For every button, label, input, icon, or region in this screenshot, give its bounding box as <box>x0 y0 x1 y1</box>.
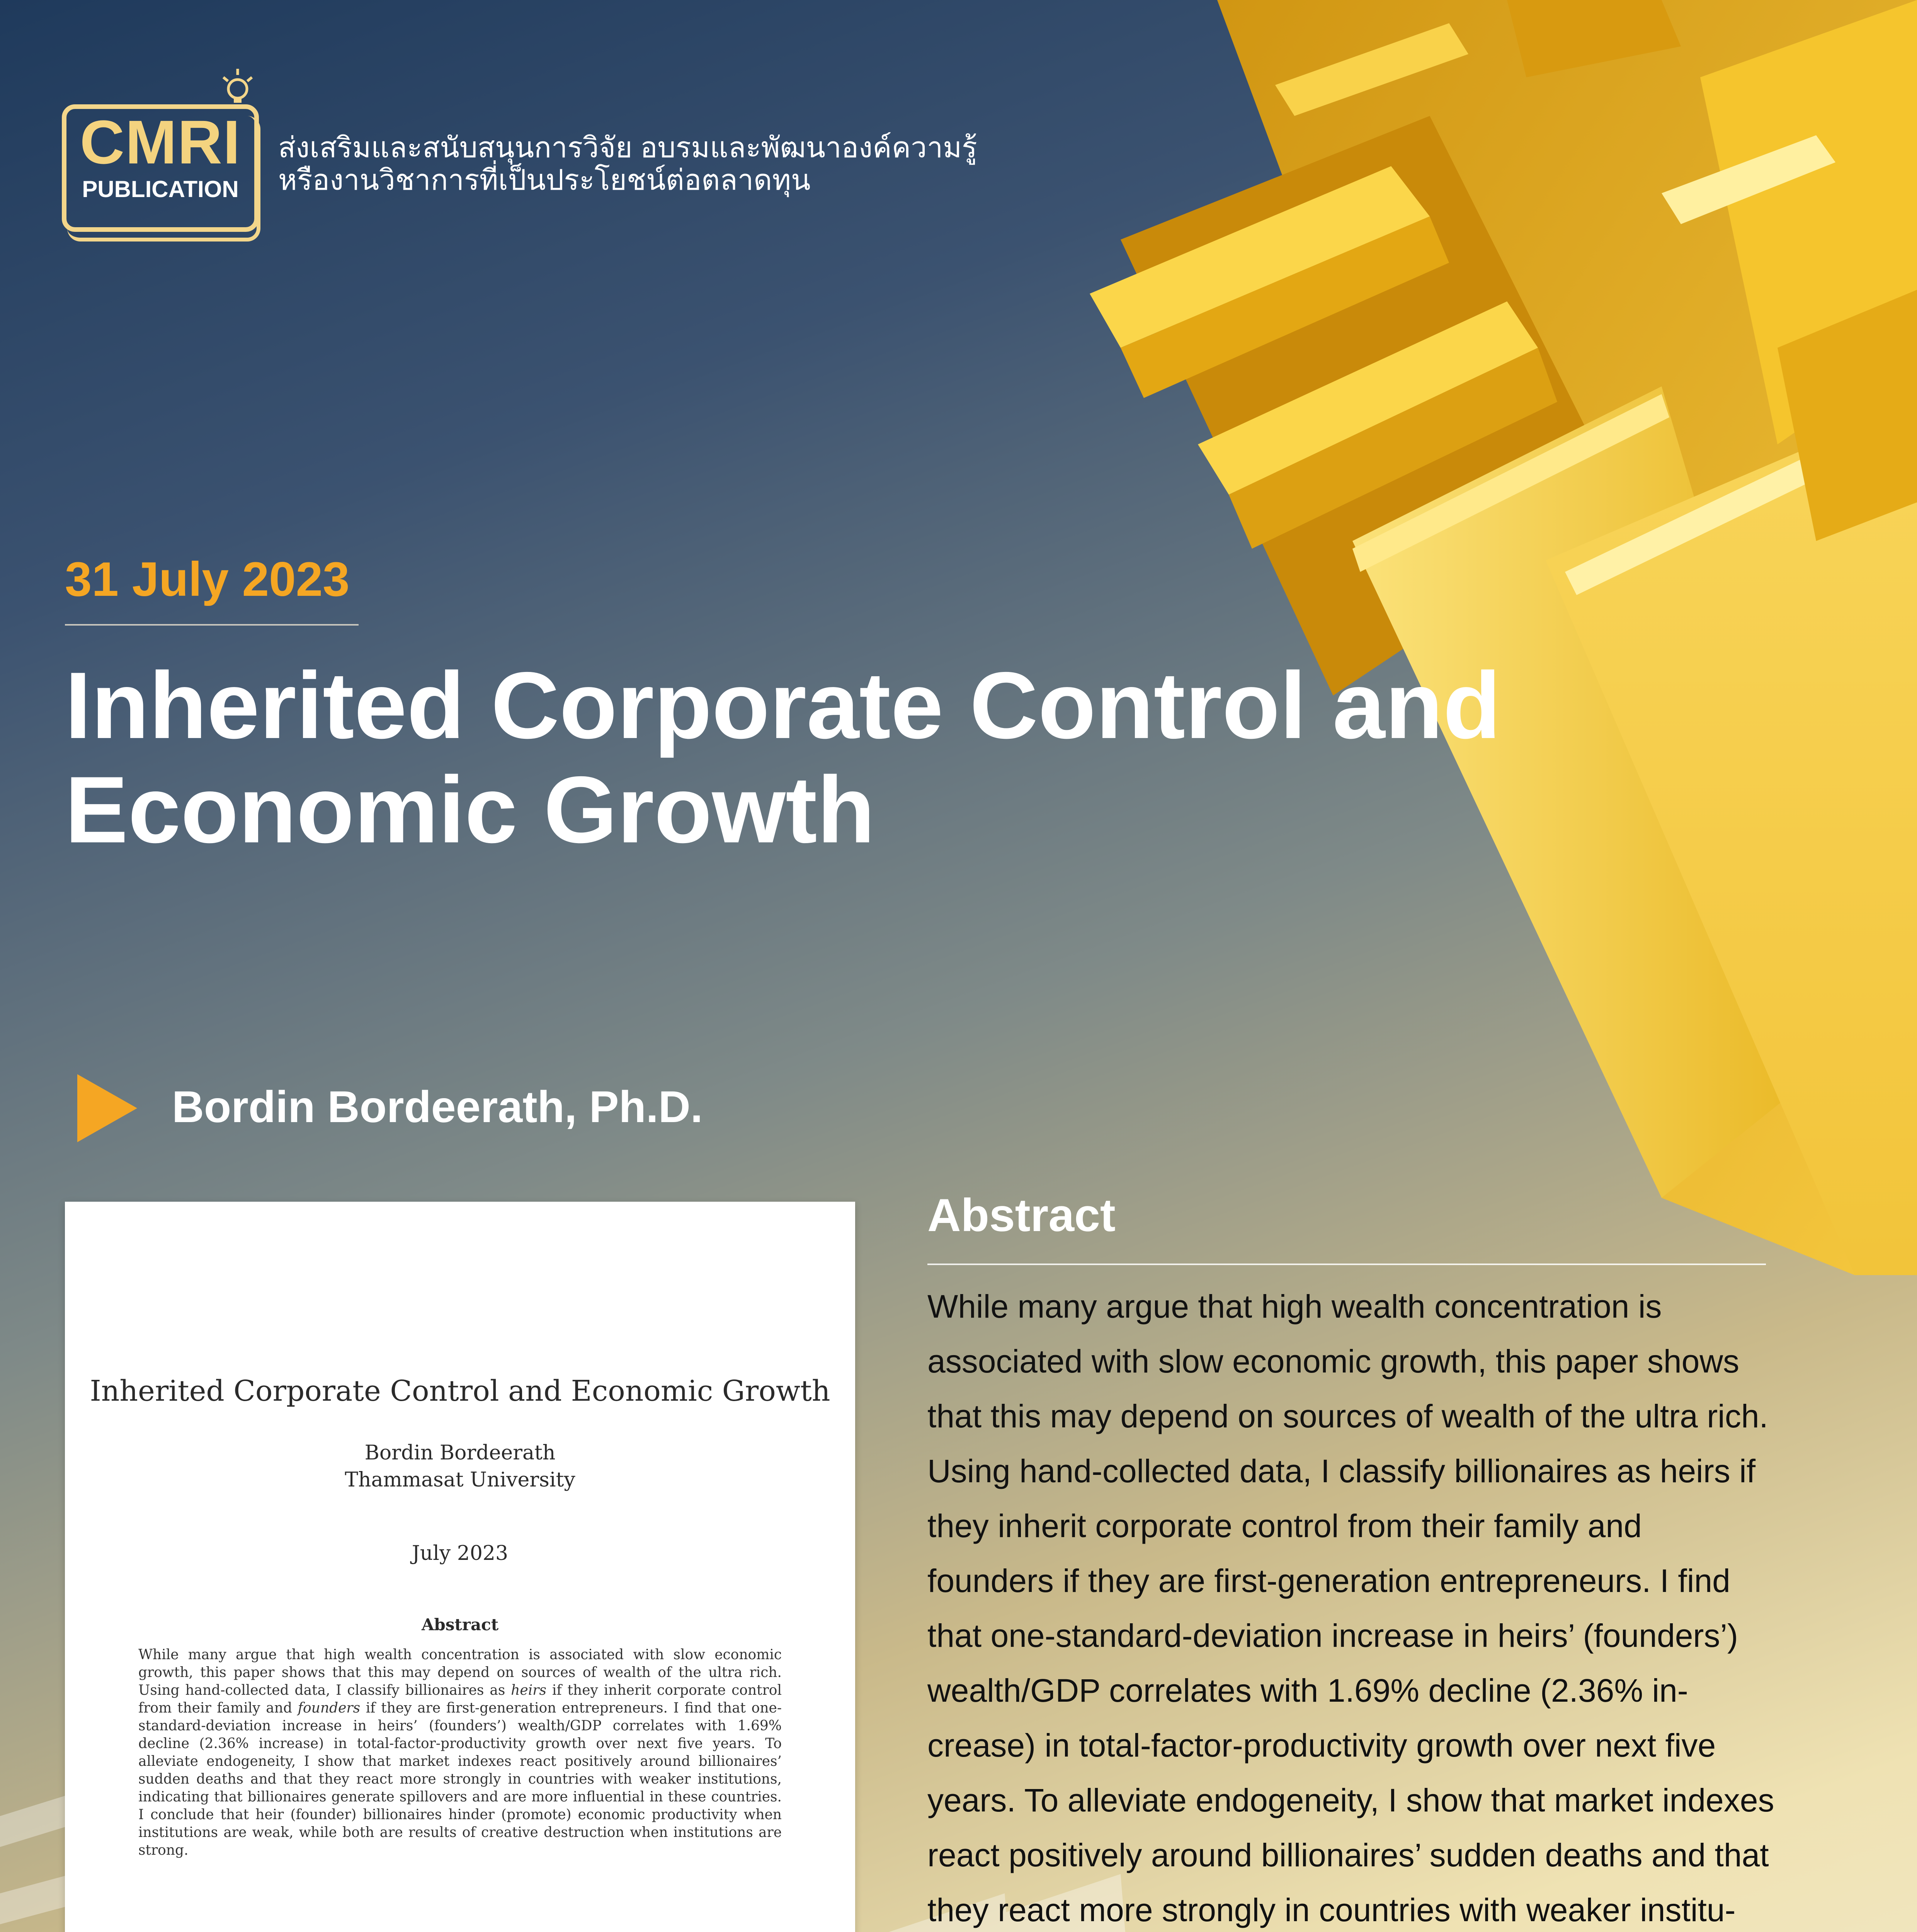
paper-affiliation: Thammasat University <box>345 1468 575 1492</box>
abstract-line: that this may depend on sources of wealth of the ultra rich. <box>927 1398 1768 1434</box>
abstract-line: years. To alleviate endogeneity, I show that market indexes <box>927 1782 1774 1818</box>
org-tagline <box>278 131 1051 196</box>
paper-title: Inherited Corporate Control and Economic Growth <box>90 1374 830 1408</box>
logo-wordmark: CMRI <box>80 107 241 177</box>
abstract-line: crease) in total-factor-productivity growth over next five <box>927 1727 1716 1764</box>
cmri-publication-logo <box>62 66 263 240</box>
abstract-line: they inherit corporate control from their family and <box>927 1508 1642 1544</box>
title-line-1: Inherited Corporate Control and <box>65 652 1501 758</box>
paper-abstract-part-2: if they inherit corporate control from their family and <box>138 1682 782 1716</box>
author-name: Bordin Bordeerath, Ph.D. <box>172 1082 703 1132</box>
abstract-line: they react more strongly in countries with weaker institu- <box>927 1892 1736 1928</box>
publication-date: 31 July 2023 <box>65 553 350 606</box>
paper-author: Bordin Bordeerath <box>364 1441 556 1464</box>
abstract-line: wealth/GDP correlates with 1.69% decline (2.36% in- <box>927 1672 1688 1709</box>
paper-abstract-text <box>138 1646 782 1859</box>
logo-subtitle: PUBLICATION <box>82 176 239 202</box>
paper-thumbnail <box>65 1202 855 1932</box>
tagline-line-1: ส่งเสริมและสนับสนุนการวิจัย อบรมและพัฒนาองค์ความรู้ <box>278 131 977 163</box>
document-title <box>65 653 1572 862</box>
paper-date: July 2023 <box>412 1542 509 1565</box>
date-divider <box>65 624 359 626</box>
abstract-line: While many argue that high wealth concentration is <box>927 1288 1662 1325</box>
tagline-line-2: หรืองานวิชาการที่เป็นประโยชน์ต่อตลาดทุน <box>278 164 811 196</box>
abstract-heading: Abstract <box>927 1189 1116 1241</box>
title-line-2: Economic Growth <box>65 757 875 862</box>
paper-abstract-part-1: While many argue that high wealth concentration is associated with slow economic growth, this paper shows that this may depend on sources of wealth of the ultra rich. Using hand-collected data, I classify billionaires as <box>138 1647 782 1698</box>
paper-abstract-part-3: if they are first-generation entrepreneurs. I find that one-standard-deviation increase in heirs’ (founders’) wealth/GDP correlates with 1.69% decline (2.36% increase) in total-factor-productivity growth over next five years. To alleviate endogeneity, I show that market indexes react positively around billionaires’ sudden deaths and that they react more strongly in countries with weaker institutions, indicating that billionaires generate spillovers and are more influential in these countries. I conclude that heir (founder) billionaires hinder (promote) economic productivity when institutions are weak, while both are results of creative destruction when institutions are strong. <box>138 1700 782 1858</box>
paper-abstract-heading: Abstract <box>421 1615 499 1634</box>
abstract-line: that one-standard-deviation increase in heirs’ (founders’) <box>927 1617 1738 1654</box>
abstract-line: Using hand-collected data, I classify billionaires as heirs if <box>927 1453 1756 1489</box>
play-arrow-icon <box>77 1074 137 1142</box>
abstract-line: react positively around billionaires’ sudden deaths and that <box>927 1837 1769 1873</box>
abstract-line: founders if they are first-generation entrepreneurs. I find <box>927 1563 1730 1599</box>
abstract-body <box>927 1279 1812 1932</box>
abstract-line: associated with slow economic growth, this paper shows <box>927 1343 1739 1379</box>
paper-abstract-heirs: heirs <box>511 1682 546 1698</box>
abstract-divider <box>927 1264 1766 1265</box>
paper-abstract-founders: founders <box>298 1700 361 1716</box>
